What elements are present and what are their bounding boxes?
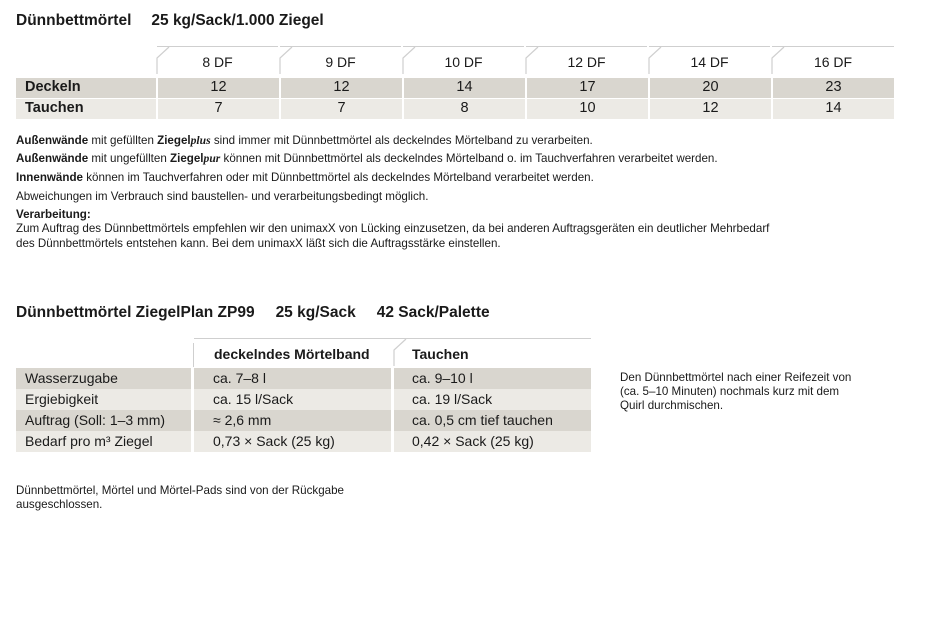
table1-header — [157, 46, 894, 74]
section2-title-product: Dünnbettmörtel ZiegelPlan ZP99 — [16, 304, 255, 321]
processing-heading: Verarbeitung: — [16, 208, 91, 221]
return-exclusion-note: Dünnbettmörtel, Mörtel und Mörtel-Pads sind von der Rückgabe ausgeschlossen. — [16, 484, 345, 511]
section2-title-pallet: 42 Sack/Palette — [376, 304, 490, 321]
section2-title — [16, 304, 490, 322]
section1-title-spec: 25 kg/Sack/1.000 Ziegel — [151, 12, 324, 29]
table2-col-header: deckelndes Mörtelband — [194, 338, 394, 366]
table1-col-header: 10 DF — [403, 46, 524, 74]
table1-col-header: 8 DF — [157, 46, 278, 74]
section1-title — [16, 12, 324, 30]
paragraph-innenwaende: Innenwände können im Tauchverfahren oder mit Dünnbettmörtel als deckelndes Mörtelband verarbeitet werden. — [16, 171, 594, 184]
table1-col-header: 16 DF — [772, 46, 894, 74]
table2-col-header: Tauchen — [394, 338, 591, 366]
table2-row: Bedarf pro m³ Ziegel 0,73 × Sack (25 kg) 0,42 × Sack (25 kg) — [16, 431, 591, 452]
table1-col-header: 12 DF — [526, 46, 647, 74]
mixing-note: Den Dünnbettmörtel nach einer Reifezeit von (ca. 5–10 Minuten) nochmals kurz mit dem Quirl durchmischen. — [620, 371, 852, 412]
processing-text-line2: des Dünnbettmörtels entstehen kann. Bei dem unimaxX läßt sich die Auftragsstärke einstellen. — [16, 237, 501, 250]
table1-col-header: 14 DF — [649, 46, 770, 74]
paragraph-aussenwaende-gefuellt: Außenwände mit gefüllten Ziegelplus sind immer mit Dünnbettmörtel als deckelndes Mörtelband zu verarbeiten. — [16, 134, 593, 147]
section2-title-bag: 25 kg/Sack — [275, 304, 356, 321]
table1-row-tauchen: Tauchen 7 7 8 10 12 14 — [16, 99, 894, 119]
table2-row: Wasserzugabe ca. 7–8 l ca. 9–10 l — [16, 368, 591, 389]
table1-col-header: 9 DF — [280, 46, 401, 74]
table1-row-deckeln: Deckeln 12 12 14 17 20 23 — [16, 78, 894, 98]
section1-title-product: Dünnbettmörtel — [16, 12, 132, 29]
paragraph-abweichungen: Abweichungen im Verbrauch sind baustellen- und verarbeitungsbedingt möglich. — [16, 190, 429, 203]
processing-text-line1: Zum Auftrag des Dünnbettmörtels empfehlen wir den unimaxX von Lücking einzusetzen, da bei anderen Auftragsgeräten ein deutlicher Mehrbedarf — [16, 222, 770, 235]
paragraph-aussenwaende-ungefuellt: Außenwände mit ungefüllten Ziegelpur können mit Dünnbettmörtel als deckelndes Mörtelband o. im Tauchverfahren verarbeitet werden. — [16, 152, 718, 165]
table2-row: Auftrag (Soll: 1–3 mm) ≈ 2,6 mm ca. 0,5 cm tief tauchen — [16, 410, 591, 431]
table2-row: Ergiebigkeit ca. 15 l/Sack ca. 19 l/Sack — [16, 389, 591, 410]
